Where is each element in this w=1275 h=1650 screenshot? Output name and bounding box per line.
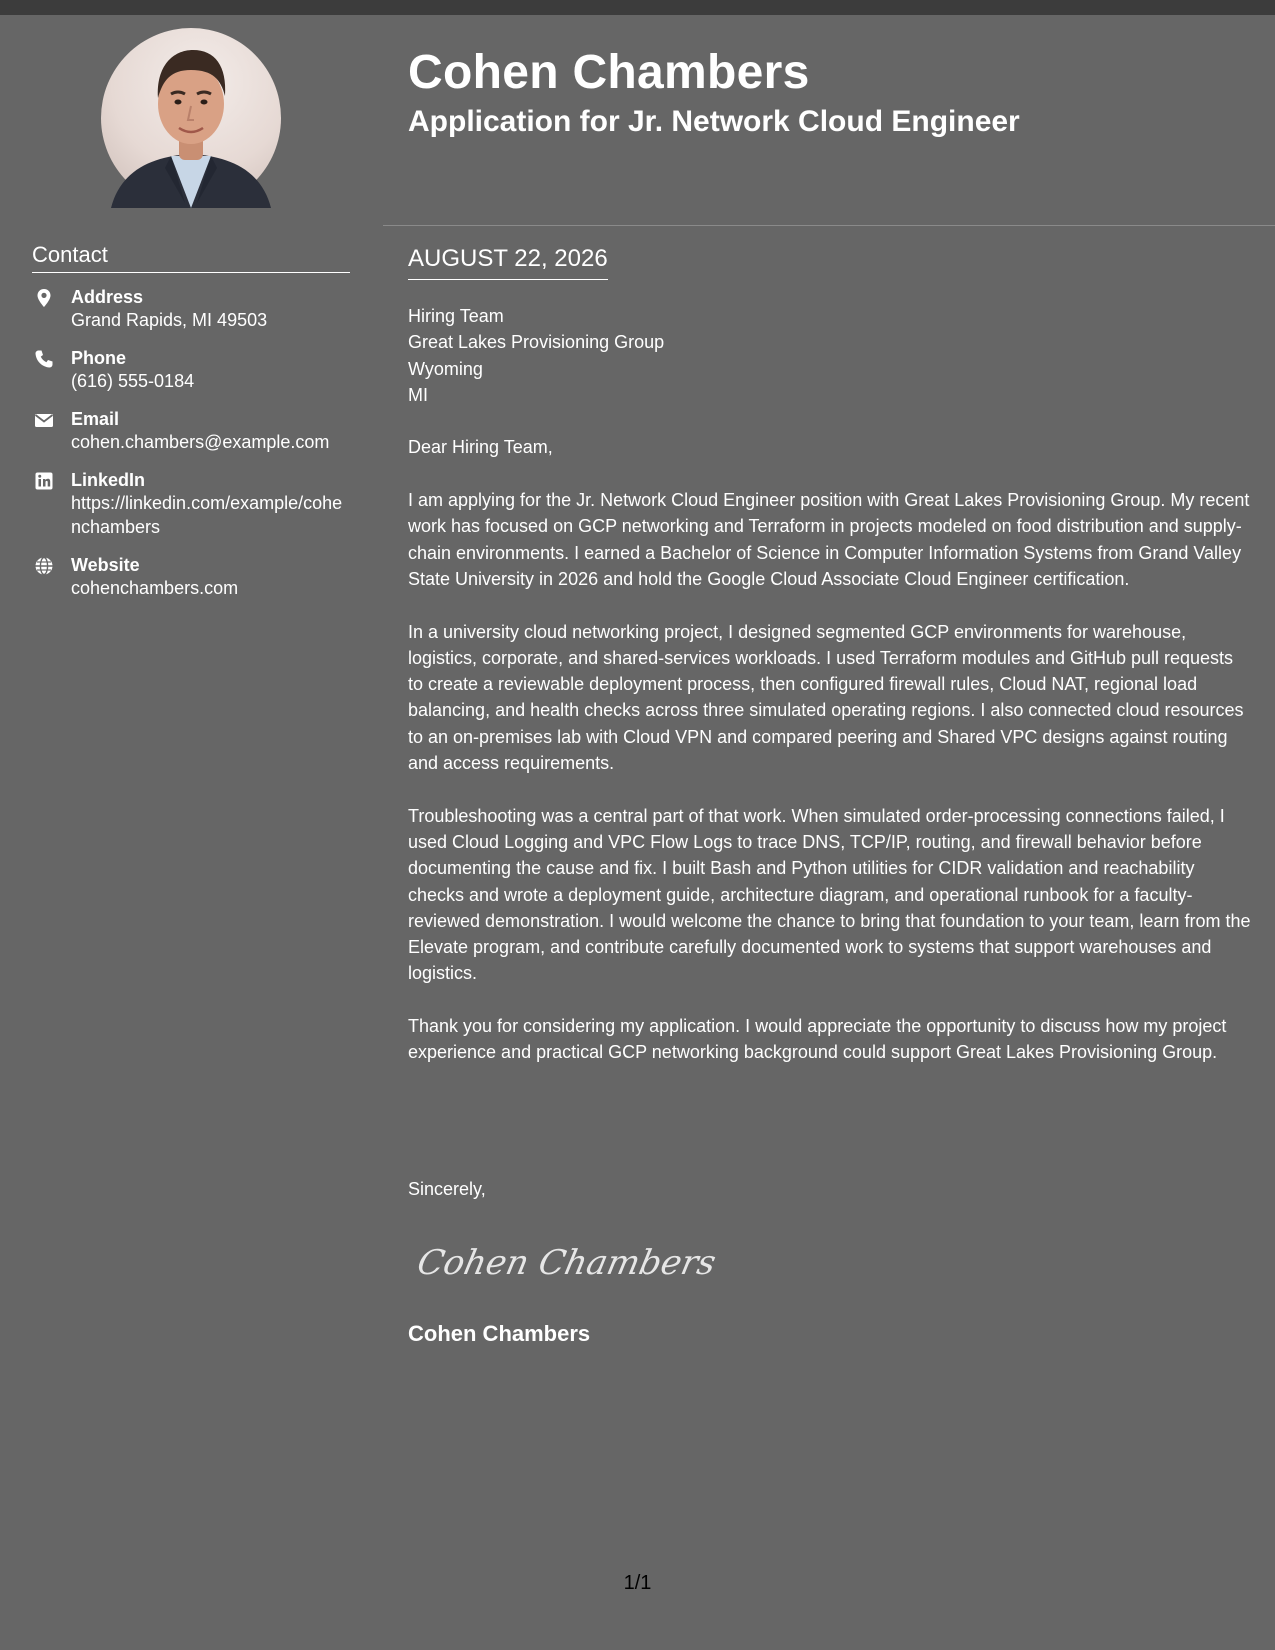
- recipient-line: Wyoming: [408, 358, 483, 379]
- contact-item-website: [32, 554, 352, 600]
- profile-photo-illustration: [101, 28, 281, 208]
- letter-body: [408, 303, 1253, 1092]
- linkedin-value: https://linkedin.com/example/cohenchambers: [71, 493, 343, 537]
- contact-item-phone: [32, 347, 352, 393]
- closing: Sincerely,: [408, 1179, 486, 1199]
- handwritten-signature: [413, 1230, 720, 1290]
- contact-item-email: [32, 408, 352, 454]
- contact-label: Address: [71, 287, 144, 307]
- letter-paragraph: I am applying for the Jr. Network Cloud Engineer position with Great Lakes Provisioning Group. My recent work has focused on GCP networking and Terraform in projects modeled on food distribution and supply-chain environments. I earned a Bachelor of Science in Computer Information Systems from Grand Valley State University in 2026 and hold the Google Cloud Associate Cloud Engineer certification.: [408, 490, 1250, 589]
- address-value: Grand Rapids, MI 49503: [71, 310, 268, 330]
- applicant-name: Cohen Chambers: [408, 46, 810, 99]
- page-number: 1/1: [623, 1572, 652, 1594]
- letter-paragraph: Thank you for considering my application. I would appreciate the opportunity to discuss how my project experience and practical GCP networking background could support Great Lakes Provisioning Group.: [408, 1016, 1227, 1063]
- contact-label: Email: [71, 409, 120, 429]
- phone-icon: [34, 349, 54, 369]
- website-value: cohenchambers.com: [71, 578, 239, 598]
- top-bar: [0, 0, 1275, 15]
- contact-list: [32, 286, 352, 615]
- contact-label: Phone: [71, 348, 127, 368]
- letter-date: AUGUST 22, 2026: [408, 244, 608, 280]
- contact-label: Website: [71, 555, 140, 575]
- letter-paragraph: In a university cloud networking project, I designed segmented GCP environments for warehouse, logistics, corporate, and shared-services workloads. I used Terraform modules and GitHub pull requests to create a reviewable deployment process, then configured firewall rules, Cloud NAT, regional load balancing, and health checks across three simulated operating regions. I also connected cloud resources to an on-premises lab with Cloud VPN and compared peering and Shared VPC designs against routing and access requirements.: [408, 621, 1244, 774]
- contact-item-address: [32, 286, 352, 332]
- application-subtitle: Application for Jr. Network Cloud Engineer: [408, 105, 1020, 138]
- recipient-block: [408, 303, 1253, 408]
- recipient-line: MI: [408, 384, 428, 405]
- contact-label: LinkedIn: [71, 470, 146, 490]
- signature-text: Cohen Chambers: [413, 1243, 720, 1283]
- envelope-icon: [34, 410, 54, 430]
- letter-paragraph: Troubleshooting was a central part of that work. When simulated order-processing connections failed, I used Cloud Logging and VPC Flow Logs to trace DNS, TCP/IP, routing, and firewall behavior before documenting the cause and fix. I built Bash and Python utilities for CIDR validation and reachability checks and wrote a deployment guide, architecture diagram, and operational runbook for a faculty-reviewed demonstration. I would welcome the chance to bring that foundation to your team, learn from the Elevate program, and contribute carefully documented work to systems that support warehouses and logistics.: [408, 805, 1251, 984]
- profile-photo: [101, 28, 281, 208]
- linkedin-icon: [34, 471, 54, 491]
- recipient-line: Great Lakes Provisioning Group: [408, 332, 665, 353]
- header-divider: [383, 225, 1275, 226]
- globe-icon: [34, 556, 54, 576]
- salutation: Dear Hiring Team,: [408, 437, 553, 458]
- contact-heading: Contact: [32, 240, 350, 273]
- recipient-line: Hiring Team: [408, 306, 504, 326]
- contact-item-linkedin: [32, 469, 352, 539]
- phone-value: (616) 555-0184: [71, 371, 195, 391]
- location-pin-icon: [34, 288, 54, 308]
- signed-name: Cohen Chambers: [408, 1321, 591, 1346]
- email-value: cohen.chambers@example.com: [71, 432, 330, 452]
